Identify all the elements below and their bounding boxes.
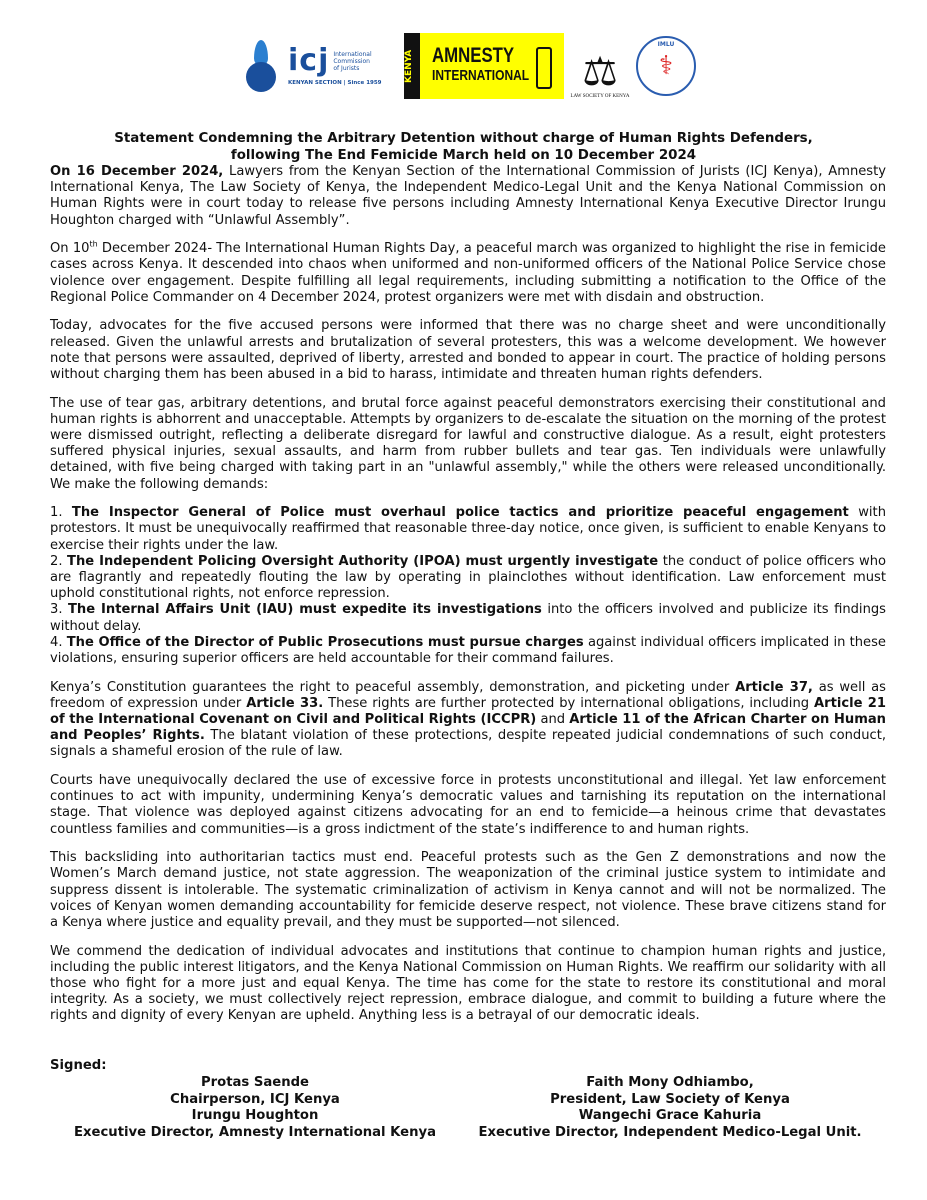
text: Courts have unequivocally declared the use of excessive force in protests unconstitutional and illegal. Yet law enforcement continues to act with impunity, undermining Kenya’s democratic values and tarnishing its reputation on the international stage. That violence was deployed against citizens advocating for an end to femicide—a heinous crime that devastates countless families and communities—is a gross indictment of the state’s indifference to and human rights. xyxy=(50,773,886,837)
bold-text: The Office of the Director of Public Prosecutions must pursue charges xyxy=(66,634,584,650)
title-line: following The End Femicide March held on 10 December 2024 xyxy=(230,148,697,163)
title-line: Statement Condemning the Arbitrary Detention without charge of Human Rights Defenders, xyxy=(114,131,813,146)
bold-text: The Internal Affairs Unit (IAU) must expedite its investigations xyxy=(67,602,542,618)
paragraph xyxy=(50,773,886,838)
paragraph xyxy=(50,850,886,931)
paragraph xyxy=(50,164,886,229)
text: December 2024- The International Human Rights Day, a peaceful march was organized to highlight the rise in femicide cases across Kenya. It descended into chaos when uniformed and non-uniformed officers of the National Police Service chose violence over engagement. Despite fulfilling all legal requirements, including submitting a notification to the Office of the Regional Police Commander on 4 December 2024, protest organizers were met with disdain and obstruction. xyxy=(50,241,886,305)
icj-kenya-logo xyxy=(246,31,396,101)
paragraph xyxy=(50,318,886,383)
bold-text: Article 33. xyxy=(246,695,324,711)
candle-icon xyxy=(536,47,552,89)
bold-text: Article 37, xyxy=(735,679,813,695)
amnesty-side-label: KENYA xyxy=(404,33,420,99)
signatories-right xyxy=(465,1075,875,1141)
signed-label: Signed: xyxy=(50,1058,107,1073)
partner-logos xyxy=(246,28,696,104)
text: with protestors. It must be unequivocally reaffirmed that reasonable three-day notice, once given, is sufficient to enable Kenyans to exercise their rights under the law. xyxy=(50,505,886,553)
caduceus-icon: ⚕ xyxy=(658,51,674,81)
demand-item xyxy=(50,635,886,667)
paragraph xyxy=(50,396,886,493)
signatory-title: President, Law Society of Kenya xyxy=(550,1091,790,1107)
text: Kenya’s Constitution guarantees the right to peaceful assembly, demonstration, and picketing under xyxy=(50,679,736,695)
signatory-name: Faith Mony Odhiambo, xyxy=(586,1075,754,1090)
demand-item xyxy=(50,554,886,603)
text: th xyxy=(89,239,98,249)
signatory-name: Wangechi Grace Kahuria xyxy=(578,1108,762,1123)
signatory-title: Executive Director, Amnesty International Kenya xyxy=(74,1124,436,1140)
imlu-logo xyxy=(636,36,696,96)
signatory-name: Irungu Houghton xyxy=(191,1108,319,1123)
text: the conduct of police officers who are flagrantly and repeatedly flouting the law by operating in plainclothes without identification. Law enforcement must uphold constitutional rights, not enforce repression. xyxy=(50,553,886,602)
demand-item xyxy=(50,602,886,634)
bold-text: Article 11 of the African Charter on Human and Peoples’ Rights. xyxy=(50,712,886,744)
text: 3. xyxy=(50,602,68,618)
text: Lawyers from the Kenyan Section of the International Commission of Jurists (ICJ Kenya), Amnesty International Kenya, The Law Society of Kenya, the Independent Medico-Legal Unit and the Kenya National Commission on Human Rights were in court today to release five persons including Amnesty International Kenya Executive Director Irungu Houghton charged with “Unlawful Assembly”. xyxy=(50,164,887,228)
bold-text: The Independent Policing Oversight Authority (IPOA) must urgently investigate xyxy=(67,553,659,569)
text: This backsliding into authoritarian tactics must end. Peaceful protests such as the Gen Z demonstrations and now the Women’s March demand justice, not state aggression. The weaponization of the criminal justice system to intimidate and suppress dissent is intolerable. The systematic criminalization of activism in Kenya cannot and will not be normalized. The voices of Kenyan women demanding accountability for femicide deserve respect, not violence. These brave citizens stand for a Kenya where justice and equality prevail, and they must be supported—not silenced. xyxy=(50,850,886,931)
lsk-label: LAW SOCIETY OF KENYA xyxy=(570,94,630,99)
statement-title xyxy=(40,130,887,164)
bold-text: On 16 December 2024, xyxy=(50,164,224,179)
signatory-name: Protas Saende xyxy=(201,1075,309,1090)
bold-text: The Inspector General of Police must overhaul police tactics and prioritize peaceful engagement xyxy=(71,505,849,521)
icj-drop-icon xyxy=(246,40,280,92)
icj-sub-line: of Jurists xyxy=(333,64,360,72)
paragraph xyxy=(50,944,886,1025)
bold-text: Article 21 of the International Covenant on Civil and Political Rights (ICCPR) xyxy=(50,695,886,728)
text: The blatant violation of these protections, despite repeated judicial condemnations of such conduct, signals a shameful erosion of the rule of law. xyxy=(50,728,887,760)
text: 2. xyxy=(50,553,68,569)
text: Today, advocates for the five accused persons were informed that there was no charge sheet and were unconditionally released. Given the unlawful arrests and brutalization of several protesters, this was a welcome development. We however note that persons were assaulted, deprived of liberty, arrested and bonded to appear in court. The practice of holding persons without charging them has been abused in a bid to harass, intimidate and threaten human rights defenders. xyxy=(50,318,886,383)
demands-list xyxy=(50,505,886,667)
amnesty-line1: AMNESTY xyxy=(432,44,515,67)
law-society-logo xyxy=(572,33,628,99)
text: We commend the dedication of individual advocates and institutions that continue to champion human rights and justice, including the public interest litigators, and the Kenya National Commission on Human Rights. We reaffirm our solidarity with all those who fight for a more just and equal Kenya. The time has come for the state to restore its constitutional and moral integrity. As a society, we must collectively reject repression, embrace dialogue, and commit to building a future where the rights and dignity of every Kenyan are upheld. Anything less is a betrayal of our democratic ideals. xyxy=(50,943,886,1024)
signatory-title: Executive Director, Independent Medico-Legal Unit. xyxy=(478,1124,862,1140)
text: These rights are further protected by international obligations, including xyxy=(323,695,814,711)
signatory-title: Chairperson, ICJ Kenya xyxy=(170,1091,340,1107)
icj-sub-line: Commission xyxy=(333,57,370,65)
imlu-label: IMLU xyxy=(657,41,675,48)
text: as well as freedom of expression under xyxy=(50,679,886,711)
paragraph xyxy=(50,241,886,306)
statement-body xyxy=(50,164,886,1037)
text: into the officers involved and publicize its findings without delay. xyxy=(50,602,886,634)
text: and xyxy=(536,712,570,728)
icj-wordmark: icj xyxy=(288,43,330,78)
icj-sub-line: International xyxy=(333,50,372,58)
text: against individual officers implicated in these violations, ensuring superior officers are held accountable for their command failures. xyxy=(50,634,886,667)
icj-section-label: KENYAN SECTION | Since 1959 xyxy=(288,80,382,86)
amnesty-line2: INTERNATIONAL xyxy=(432,67,530,84)
paragraph xyxy=(50,680,886,761)
text: 1. xyxy=(50,505,72,521)
demand-item xyxy=(50,505,886,554)
amnesty-kenya-logo xyxy=(404,33,564,99)
text: On 10 xyxy=(50,241,90,257)
signatories-left xyxy=(60,1075,450,1141)
scales-icon: ⚖ xyxy=(582,49,618,95)
text: 4. xyxy=(50,634,67,650)
text: The use of tear gas, arbitrary detentions, and brutal force against peaceful demonstrators exercising their constitutional and human rights is abhorrent and unacceptable. Attempts by organizers to de-escalate the situation on the morning of the protest were dismissed outright, reflecting a deliberate disregard for lawful and constructive dialogue. As a result, eight protesters suffered physical injuries, sexual assaults, and harm from rubber bullets and tear gas. Ten individuals were unlawfully detained, with five being charged with taking part in an "unlawful assembly," while the others were released unconditionally. We make the following demands: xyxy=(50,395,886,492)
